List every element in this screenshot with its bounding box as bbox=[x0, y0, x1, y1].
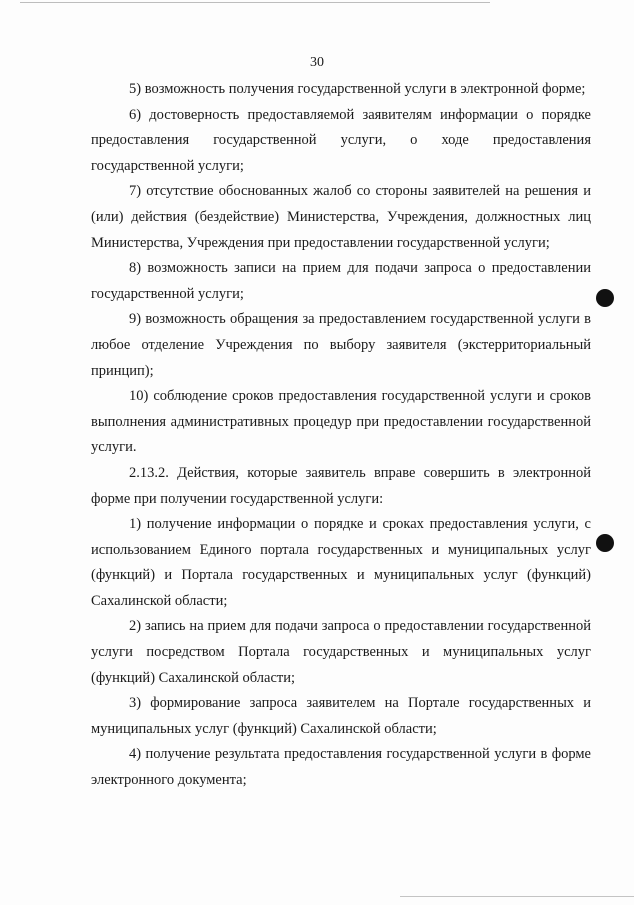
paragraph-action-1: 1) получение информации о порядке и сроках предоставления услуги, с использованием Единого портала государственных и муниципальных услуг (функций) и Портала государственных и муниципальных услуг (функций) Сахалинской области; bbox=[91, 516, 591, 609]
paragraph-item-10: 10) соблюдение сроков предоставления государственной услуги и сроков выполнения административных процедур при предоставлении государственной услуги. bbox=[91, 388, 591, 456]
punch-hole-mark bbox=[596, 534, 614, 552]
paragraph-action-4: 4) получение результата предоставления государственной услуги в форме электронного документа; bbox=[91, 746, 591, 789]
document-body bbox=[91, 77, 591, 794]
paragraph-action-3: 3) формирование запроса заявителем на Портале государственных и муниципальных услуг (функций) Сахалинской области; bbox=[91, 695, 591, 737]
paragraph-item-5: 5) возможность получения государственной услуги в электронной форме; bbox=[129, 81, 586, 97]
paragraph-item-7: 7) отсутствие обоснованных жалоб со стороны заявителей на решения и (или) действия (бездействие) Министерства, Учреждения, должностных лиц Министерства, Учреждения при предоставлении государственной услуги; bbox=[91, 183, 591, 251]
page-number: 30 bbox=[310, 55, 324, 70]
paragraph-section-2-13-2: 2.13.2. Действия, которые заявитель вправе совершить в электронной форме при получении государственной услуги: bbox=[91, 464, 591, 507]
paragraph-item-9: 9) возможность обращения за предоставлением государственной услуги в любое отделение Учреждения по выбору заявителя (экстерриториальный принцип); bbox=[91, 311, 591, 379]
punch-hole-mark bbox=[596, 289, 614, 307]
top-edge-line bbox=[20, 2, 490, 3]
bottom-edge-line bbox=[400, 896, 634, 897]
paragraph-item-6: 6) достоверность предоставляемой заявителям информации о порядке предоставления государственной услуги, о ходе предоставления государственной услуги; bbox=[91, 106, 591, 174]
paragraph-action-2: 2) запись на прием для подачи запроса о предоставлении государственной услуги посредством Портала государственных и муниципальных услуг (функций) Сахалинской области; bbox=[91, 618, 591, 686]
paragraph-item-8: 8) возможность записи на прием для подачи запроса о предоставлении государственной услуги; bbox=[91, 260, 591, 302]
